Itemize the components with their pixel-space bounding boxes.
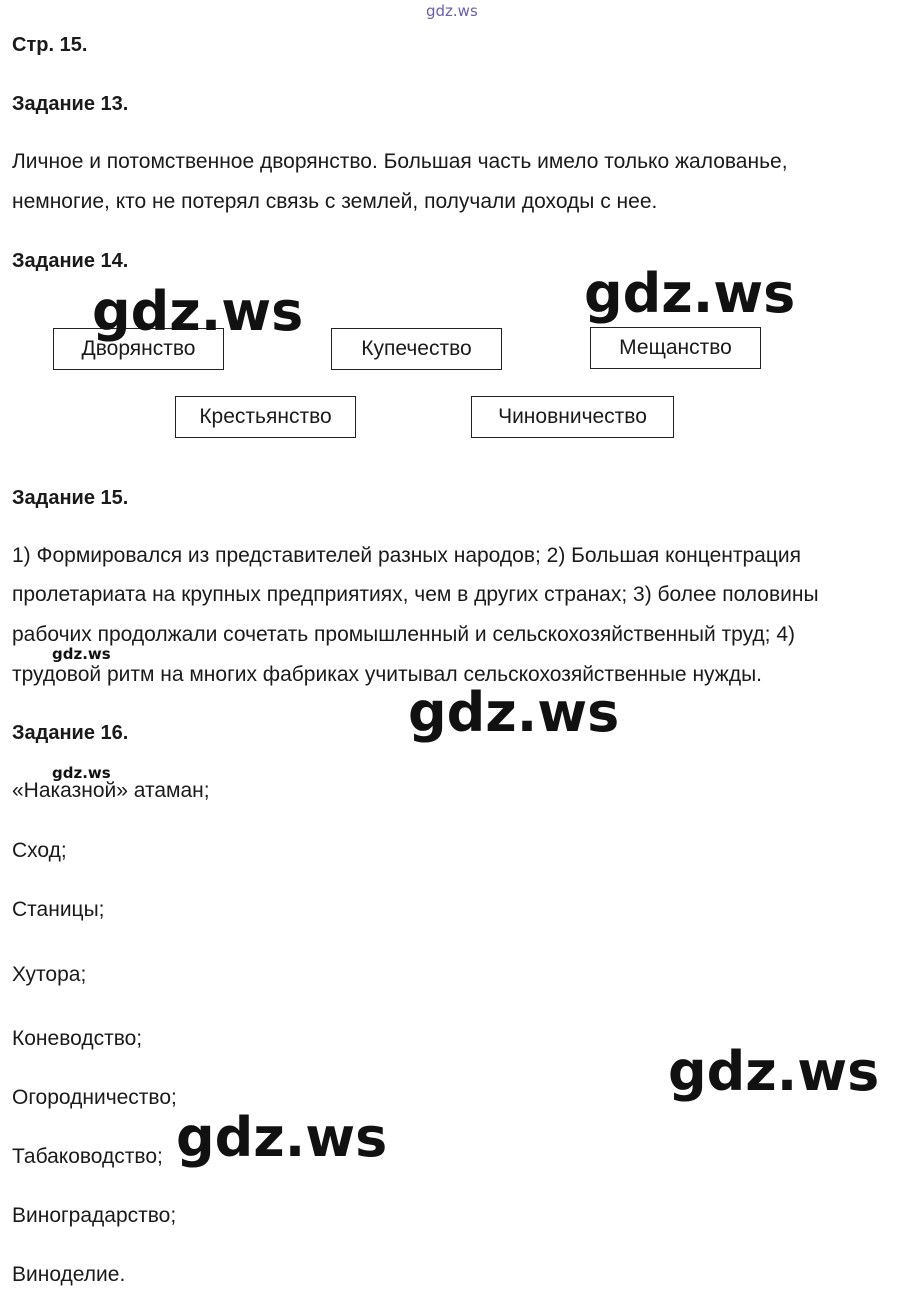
box-petty-bourgeoisie: Мещанство: [590, 327, 761, 369]
task-16-item-7: Табаководство;: [12, 1145, 163, 1168]
task-15-title: Задание 15.: [12, 487, 129, 509]
watermark-top: gdz.ws: [426, 2, 478, 20]
task-16-item-8: Виноградарство;: [12, 1204, 177, 1227]
watermark-2: gdz.ws: [584, 262, 796, 325]
watermark-4: gdz.ws: [408, 681, 620, 744]
box-nobility: Дворянство: [53, 328, 224, 370]
watermark-3: gdz.ws: [52, 645, 111, 663]
page-reference: Стр. 15.: [12, 34, 88, 56]
task-16-item-9: Виноделие.: [12, 1263, 126, 1286]
task-15-line-1: 1) Формировался из представителей разных народов; 2) Большая концентрация: [12, 544, 801, 567]
watermark-7: gdz.ws: [176, 1106, 388, 1169]
task-13-line-2: немногие, кто не потерял связь с землей, получали доходы с нее.: [12, 190, 658, 213]
task-16-item-2: Сход;: [12, 839, 67, 862]
task-15-line-4: трудовой ритм на многих фабриках учитывал сельскохозяйственные нужды.: [12, 663, 763, 686]
watermark-5: gdz.ws: [52, 764, 111, 782]
box-peasantry: Крестьянство: [175, 396, 356, 438]
task-16-item-5: Коневодство;: [12, 1027, 143, 1050]
task-16-item-1: «Наказной» атаман;: [12, 779, 210, 802]
task-16-item-3: Станицы;: [12, 898, 105, 921]
watermark-6: gdz.ws: [668, 1040, 880, 1103]
task-16-item-6: Огородничество;: [12, 1086, 177, 1109]
task-16-title: Задание 16.: [12, 722, 129, 744]
task-14-title: Задание 14.: [12, 250, 129, 272]
task-15-line-2: пролетариата на крупных предприятиях, чем в других странах; 3) более половины: [12, 583, 819, 606]
task-13-title: Задание 13.: [12, 93, 129, 115]
box-officials: Чиновничество: [471, 396, 674, 438]
task-16-item-4: Хутора;: [12, 963, 87, 986]
task-15-line-3: рабочих продолжали сочетать промышленный и сельскохозяйственный труд; 4): [12, 623, 795, 646]
task-13-line-1: Личное и потомственное дворянство. Большая часть имело только жалованье,: [12, 150, 788, 173]
box-merchants: Купечество: [331, 328, 502, 370]
watermark-1: gdz.ws: [92, 280, 304, 343]
